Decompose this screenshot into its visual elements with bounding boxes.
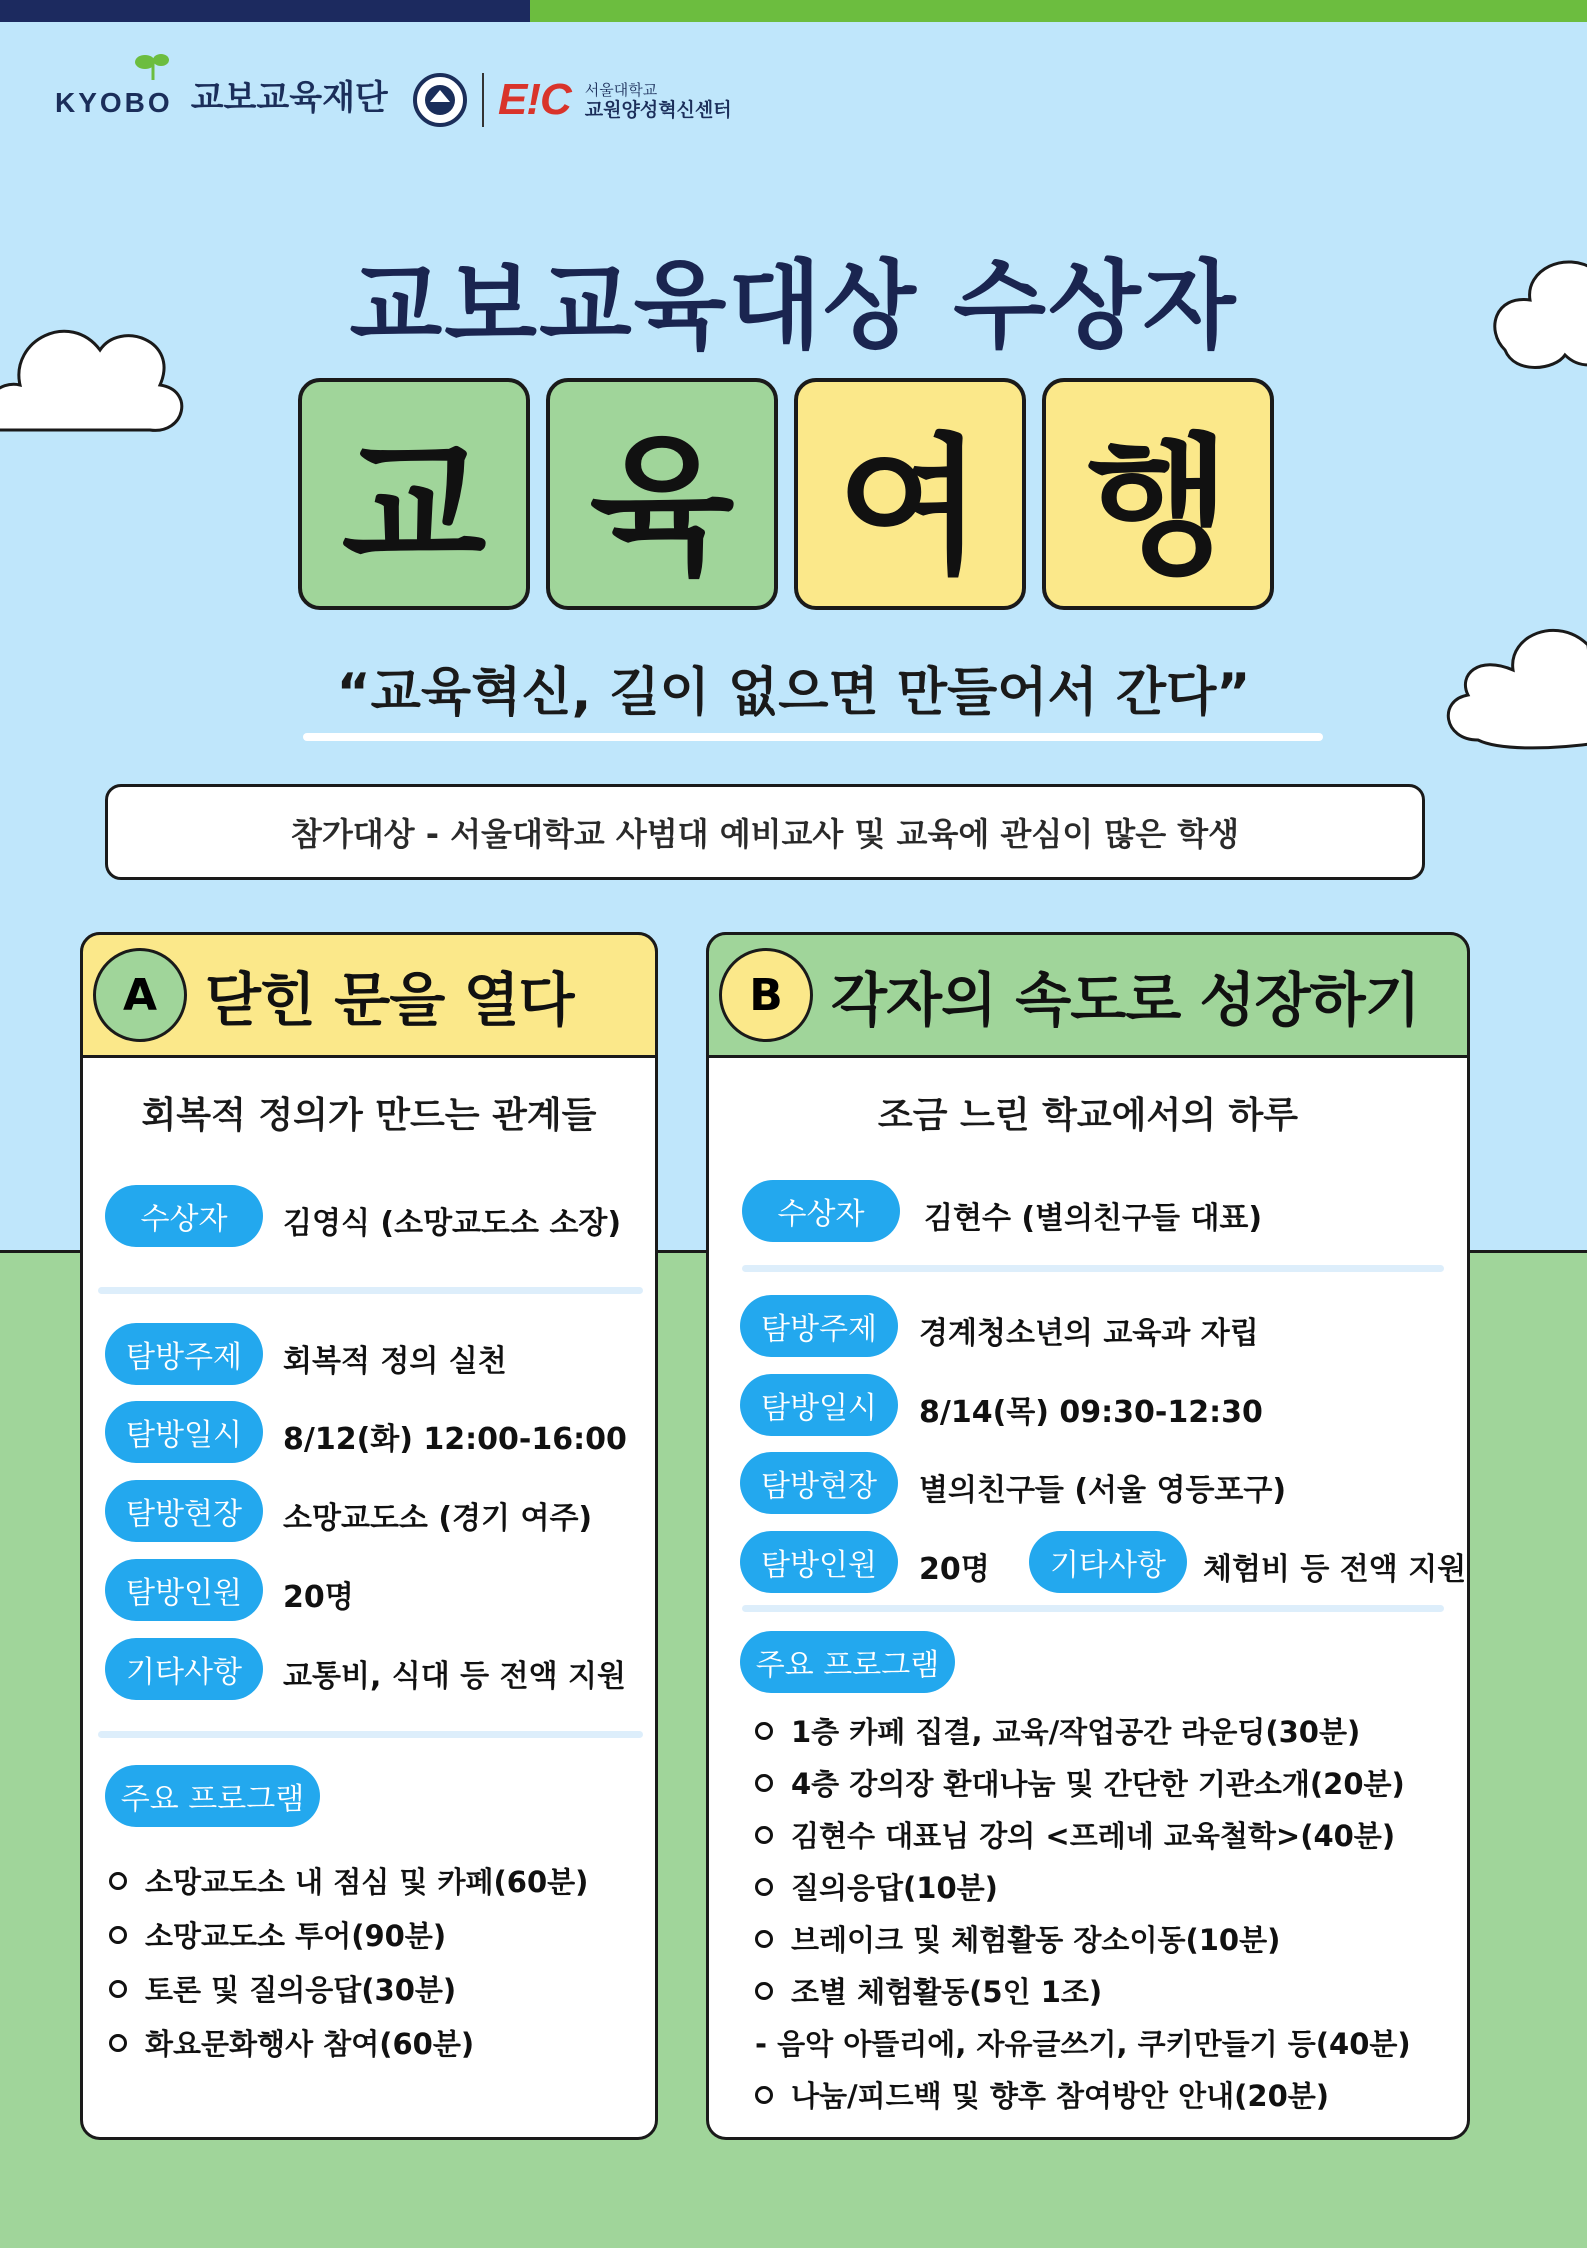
card-b-awardee-value: 김현수 (별의친구들 대표) (924, 1201, 1263, 1236)
bullet-icon (755, 2086, 773, 2104)
card-a-row-2-pill: 탐방일시 (105, 1401, 263, 1463)
participant-target-box: 참가대상 - 서울대학교 사범대 예비교사 및 교육에 관심이 많은 학생 (105, 784, 1425, 880)
card-b-program-item: 조별 체험활동(5인 1조) (755, 1970, 1102, 2011)
card-b-badge: B (719, 948, 813, 1042)
bullet-icon (755, 1982, 773, 2000)
card-a-divider-2 (98, 1731, 643, 1738)
kyobo-logo (55, 70, 388, 119)
card-a-awardee-pill: 수상자 (105, 1185, 263, 1247)
card-b-row-1-pill: 탐방주제 (740, 1295, 898, 1357)
card-a-program-pill: 주요 프로그램 (105, 1765, 320, 1827)
card-a-row-1-pill: 탐방주제 (105, 1323, 263, 1385)
card-b (706, 932, 1470, 2140)
card-b-program-item: 나눔/피드백 및 향후 참여방안 안내(20분) (755, 2074, 1329, 2115)
card-b-program-item: 1층 카페 집결, 교육/작업공간 라운딩(30분) (755, 1710, 1360, 1751)
quote-underline (303, 733, 1323, 741)
card-b-program-pill: 주요 프로그램 (740, 1631, 955, 1693)
card-a-awardee-value: 김영식 (소망교도소 소장) (283, 1206, 622, 1241)
top-bar-green (530, 0, 1587, 22)
card-b-row-4-value: 20명 (919, 1552, 990, 1587)
card-b-program-item: 질의응답(10분) (755, 1866, 998, 1907)
bullet-icon (755, 1774, 773, 1792)
card-a-program-item: 화요문화행사 참여(60분) (109, 2022, 474, 2063)
card-b-program-item: 4층 강의장 환대나눔 및 간단한 기관소개(20분) (755, 1762, 1405, 1803)
eic-sub-university: 서울대학교 (584, 81, 658, 99)
slogan-quote: “교육혁신, 길이 없으면 만들어서 간다” (336, 663, 1251, 723)
card-b-program-item: 김현수 대표님 강의 <프레네 교육철학>(40분) (755, 1814, 1395, 1855)
card-a-title: 닫힌 문을 열다 (205, 966, 574, 1034)
tile-2: 육 (546, 378, 778, 610)
card-b-program-note: - 음악 아뜰리에, 자유글쓰기, 쿠키만들기 등(40분) (755, 2027, 1411, 2061)
card-a-row-5-value: 교통비, 식대 등 전액 지원 (283, 1659, 626, 1694)
top-bar-navy (0, 0, 530, 22)
bullet-icon (109, 1872, 127, 1890)
card-a-row-3-pill: 탐방현장 (105, 1480, 263, 1542)
card-b-row-2-pill: 탐방일시 (740, 1374, 898, 1436)
bullet-icon (755, 1878, 773, 1896)
tile-4: 행 (1042, 378, 1274, 610)
card-b-divider-1 (742, 1265, 1444, 1272)
card-b-row-2-value: 8/14(목) 09:30-12:30 (919, 1395, 1263, 1430)
card-a-row-1-value: 회복적 정의 실천 (283, 1344, 507, 1379)
card-b-awardee-pill: 수상자 (742, 1180, 900, 1242)
card-a-header (80, 932, 658, 1058)
snu-emblem-icon (412, 72, 468, 128)
card-b-divider-2 (742, 1605, 1444, 1612)
tile-1: 교 (298, 378, 530, 610)
card-a-program-item: 토론 및 질의응답(30분) (109, 1968, 456, 2009)
snu-eic-logo (412, 72, 732, 128)
card-a-divider-1 (98, 1287, 643, 1294)
card-a-row-2-value: 8/12(화) 12:00-16:00 (283, 1422, 627, 1457)
card-b-extra-value: 체험비 등 전액 지원 (1203, 1552, 1467, 1587)
card-b-row-4-pill: 탐방인원 (740, 1531, 898, 1593)
bullet-icon (109, 1926, 127, 1944)
card-b-row-3-pill: 탐방현장 (740, 1452, 898, 1514)
card-b-row-1-value: 경계청소년의 교육과 자립 (919, 1316, 1259, 1351)
eic-subtitle (585, 80, 732, 120)
card-a (80, 932, 658, 2140)
card-a-program-item: 소망교도소 내 점심 및 카페(60분) (109, 1860, 588, 1901)
card-b-title: 각자의 속도로 성장하기 (831, 966, 1420, 1034)
card-a-subtitle: 회복적 정의가 만드는 관계들 (141, 1095, 597, 1136)
title-tiles (298, 378, 1274, 610)
kyobo-ko-text: 교보교육재단 (190, 78, 388, 118)
card-a-row-3-value: 소망교도소 (경기 여주) (283, 1501, 593, 1536)
card-a-program-item: 소망교도소 투어(90분) (109, 1914, 446, 1955)
card-a-badge: A (93, 948, 187, 1042)
card-a-row-4-value: 20명 (283, 1580, 354, 1615)
card-b-program-item: 브레이크 및 체험활동 장소이동(10분) (755, 1918, 1280, 1959)
eic-sub-center: 교원양성혁신센터 (584, 99, 732, 121)
sprout-icon (133, 50, 173, 80)
page-title: 교보교육대상 수상자 (349, 250, 1238, 362)
card-a-row-5-pill: 기타사항 (105, 1638, 263, 1700)
eic-logo-text: E!C (498, 75, 571, 124)
bullet-icon (755, 1826, 773, 1844)
bullet-icon (755, 1930, 773, 1948)
logo-divider (482, 73, 484, 127)
bullet-icon (755, 1722, 773, 1740)
card-b-extra-pill: 기타사항 (1029, 1531, 1187, 1593)
bullet-icon (109, 2034, 127, 2052)
card-b-subtitle: 조금 느린 학교에서의 하루 (877, 1095, 1299, 1136)
card-b-row-3-value: 별의친구들 (서울 영등포구) (919, 1473, 1287, 1508)
tile-3: 여 (794, 378, 1026, 610)
card-a-row-4-pill: 탐방인원 (105, 1559, 263, 1621)
card-b-header (706, 932, 1470, 1058)
kyobo-en-text: KYOBO (55, 87, 173, 118)
bullet-icon (109, 1980, 127, 1998)
